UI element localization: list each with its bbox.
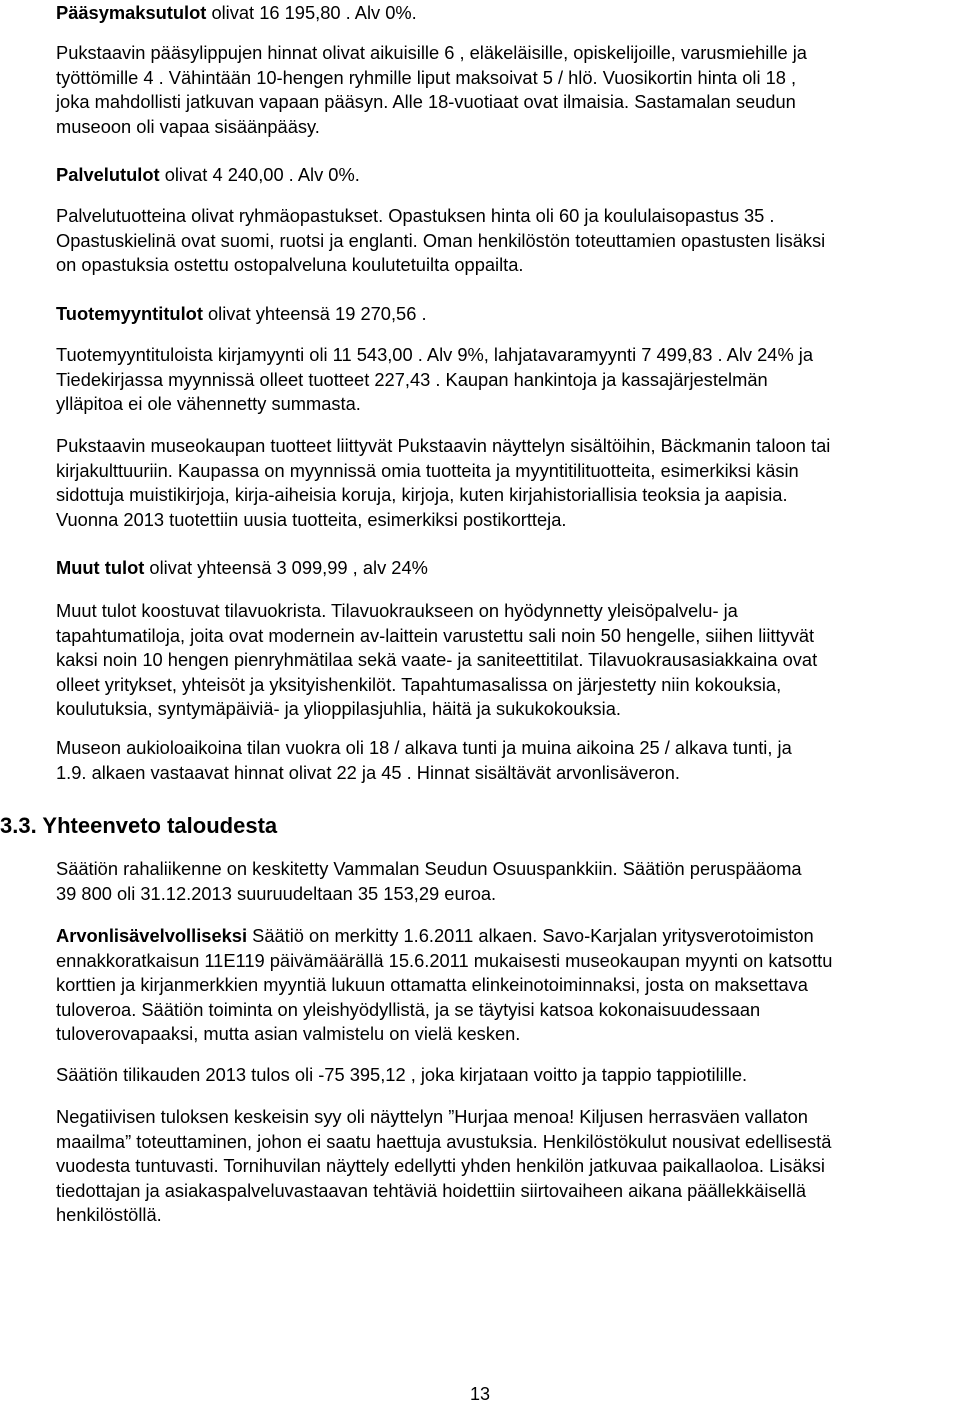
text-line: Tuotemyyntituloista kirjamyynti oli 11 543,00 . Alv 9%, lahjatavaramyynti 7 499,83 . Alv 24% ja xyxy=(56,344,814,365)
text-line: tiedottajan ja asiakaspalveluvastaavan tehtäviä hoidettiin siirtovaiheen aikana päällekkäisellä xyxy=(56,1179,807,1201)
service-income-value: olivat 4 240,00 . Alv 0%. xyxy=(159,164,360,185)
vat-label: Arvonlisävelvolliseksi xyxy=(56,925,248,946)
text-line: tuloveroa. Säätiön toiminta on yleishyödyllistä, ja se täytyisi katsoa kokonaisuudessaan xyxy=(56,998,761,1020)
admission-income-value: olivat 16 195,80 . Alv 0%. xyxy=(206,2,417,23)
paragraph-service-income xyxy=(56,163,946,188)
text-line: koulutuksia, syntymäpäiviä- ja ylioppilasjuhlia, häitä ja sukukokouksia. xyxy=(56,698,621,720)
text-line: vuodesta tuntuvasti. Tornihuvilan näyttely edellytti yhden henkilön jatkuvaa paikallaoloa. Lisäksi xyxy=(56,1155,825,1177)
admission-income-label: Pääsymaksutulot xyxy=(56,2,207,23)
text-line: on opastuksia ostettu ostopalveluna koulutetuilta oppailta. xyxy=(56,254,524,276)
text-line: Muut tulot koostuvat tilavuokrista. Tilavuokraukseen on hyödynnetty yleisöpalvelu- ja xyxy=(56,600,738,621)
text-line: Palvelutuotteina olivat ryhmäopastukset. Opastuksen hinta oli 60 ja koululaisopastus 35 . xyxy=(56,205,775,226)
text-line: ylläpitoa ei ole vähennetty summasta. xyxy=(56,393,361,415)
text-line: Vuonna 2013 tuotettiin uusia tuotteita, esimerkiksi postikortteja. xyxy=(56,508,567,530)
text-line: 1.9. alkaen vastaavat hinnat olivat 22 ja 45 . Hinnat sisältävät arvonlisäveron. xyxy=(56,761,680,783)
text-line: Opastuskielinä ovat suomi, ruotsi ja englanti. Oman henkilöstön toteuttamien opastusten lisäksi xyxy=(56,229,826,251)
text-line: tuloverovapaaksi, mutta asian valmistelu on vielä kesken. xyxy=(56,1023,521,1045)
paragraph-space-rentals xyxy=(56,599,946,722)
paragraph-financial-result xyxy=(56,1063,946,1088)
paragraph-rental-prices xyxy=(56,736,946,785)
paragraph-other-income xyxy=(56,556,946,581)
text-line: joka mahdollisti jatkuvan vapaan pääsyn. Alle 18-vuotiaat ovat ilmaisia. Sastamalan seudun xyxy=(56,91,796,113)
paragraph-guided-tours xyxy=(56,204,946,278)
text-line: Säätiön rahaliikenne on keskitetty Vammalan Seudun Osuuspankkiin. Säätiön peruspääoma xyxy=(56,858,802,879)
text-line: Tiedekirjassa myynnissä olleet tuotteet 227,43 . Kaupan hankintoja ja kassajärjestelmän xyxy=(56,368,768,390)
text-line: Säätiön tilikauden 2013 tulos oli -75 395,12 , joka kirjataan voitto ja tappio tappiotilille. xyxy=(56,1064,748,1085)
paragraph-banking xyxy=(56,857,946,906)
text-line: työttömille 4 . Vähintään 10-hengen ryhmille liput maksoivat 5 / hlö. Vuosikortin hinta oli 18 , xyxy=(56,66,797,88)
text-line: Museon aukioloaikoina tilan vuokra oli 18 / alkava tunti ja muina aikoina 25 / alkava tunti, ja xyxy=(56,737,792,758)
text-line: Negatiivisen tuloksen keskeisin syy oli näyttelyn ”Hurjaa menoa! Kiljusen herrasväen vallaton xyxy=(56,1106,808,1127)
text-line: ennakkoratkaisun 11E119 päivämäärällä 15.6.2011 mukaisesti museokaupan myynti on katsottu xyxy=(56,949,833,971)
text-line: henkilöstöllä. xyxy=(56,1204,162,1226)
text-line: 39 800 oli 31.12.2013 suuruudeltaan 35 153,29 euroa. xyxy=(56,882,497,904)
page-number: 13 xyxy=(469,1384,491,1404)
text-line: Pukstaavin pääsylippujen hinnat olivat aikuisille 6 , eläkeläisille, opiskelijoille, varusmiehille ja xyxy=(56,42,807,63)
other-income-label: Muut tulot xyxy=(56,557,145,578)
paragraph-ticket-prices xyxy=(56,41,946,139)
paragraph-product-sales-income xyxy=(56,302,946,327)
text-line: kirjakulttuuriin. Kaupassa on myynnissä omia tuotteita ja myyntitilituotteita, esimerkiksi käsin xyxy=(56,459,799,481)
text-line xyxy=(56,924,946,949)
paragraph-vat xyxy=(56,924,946,1047)
paragraph-product-sales-breakdown xyxy=(56,343,946,417)
text-line: museoon oli vapaa sisäänpääsy. xyxy=(56,115,320,137)
product-sales-value: olivat yhteensä 19 270,56 . xyxy=(202,303,427,324)
text-line: sidottuja muistikirjoja, kirja-aiheisia koruja, kirjoja, kuten kirjahistoriallisia teoksia ja aapisia. xyxy=(56,484,788,506)
vat-first-line-rest: Säätiö on merkitty 1.6.2011 alkaen. Savo-Karjalan yritysverotoimiston xyxy=(247,925,814,946)
text-line: tapahtumatiloja, joita ovat modernein av-laittein varustettu sali noin 50 hengelle, siihen liittyvät xyxy=(56,624,815,646)
section-heading: 3.3. Yhteenveto taloudesta xyxy=(0,813,278,838)
text-line: maailma” toteuttaminen, johon ei saatu haettuja avustuksia. Henkilöstökulut nousivat edellisestä xyxy=(56,1130,832,1152)
paragraph-admission-income xyxy=(56,1,946,26)
text-line: Pukstaavin museokaupan tuotteet liittyvät Pukstaavin näyttelyn sisältöihin, Bäckmanin taloon tai xyxy=(56,435,831,456)
paragraph-museum-shop xyxy=(56,434,946,532)
other-income-value: olivat yhteensä 3 099,99 , alv 24% xyxy=(144,557,428,578)
paragraph-loss-reasons xyxy=(56,1105,946,1228)
text-line: korttien ja kirjanmerkkien myyntiä lukuun ottamatta elinkeinotoiminnaksi, josta on maksettava xyxy=(56,974,808,996)
product-sales-label: Tuotemyyntitulot xyxy=(56,303,203,324)
text-line: olleet yritykset, yhteisöt ja yksityishenkilöt. Tapahtumasalissa on järjestetty niin kokouksia, xyxy=(56,673,782,695)
text-line: kaksi noin 10 hengen pienryhmätilaa sekä vaate- ja saniteettitilat. Tilavuokrausasiakkaina ovat xyxy=(56,649,818,671)
service-income-label: Palvelutulot xyxy=(56,164,160,185)
